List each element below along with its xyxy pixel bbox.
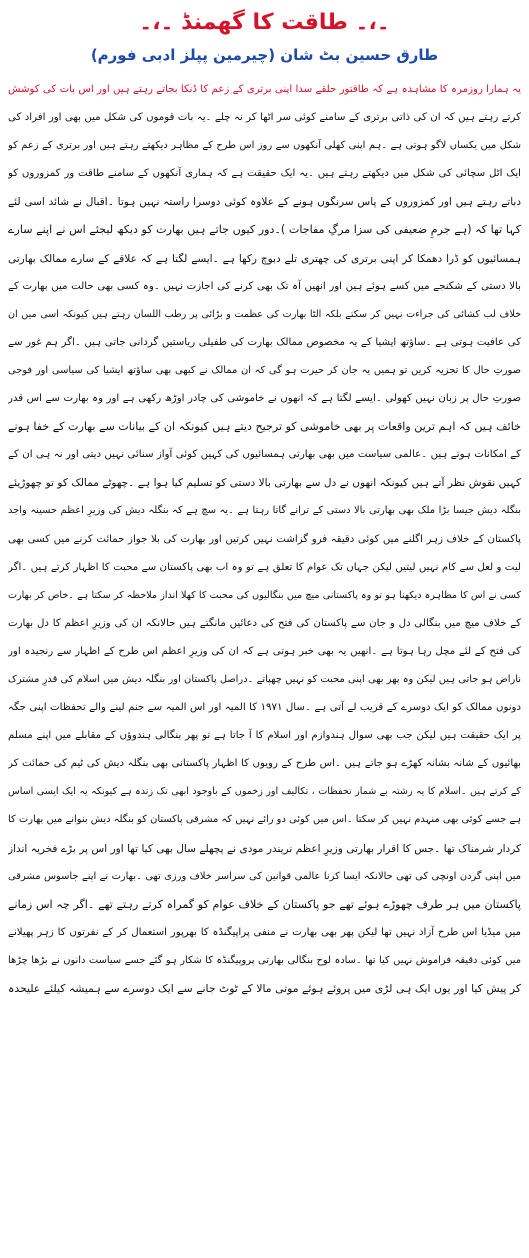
body-line: دباتے رہتے ہیں اور کمزوروں کے پاس سرنگوں ہونے کے علاوہ کوئی دوسرا راستہ نہیں ہوتا ۔اقبال نے شائد اسی لئے [8,196,521,209]
body-line: خائف ہیں کہ اہم ترین واقعات پر بھی خاموشی کو ترجیح دیتے ہیں کیونکہ ان کے بیانات سے بھارت کے خفا ہونے [8,420,521,434]
author-byline: طارق حسین بٹ شان (چیرمین پپلز ادبی فورم) [90,46,439,64]
body-line: کے خلاف میچ میں بنگالی دل و جان سے پاکستان کی فتح کی دعائیں مانگتے ہیں حالانکہ ان کی وزیرِ اعظم کا دل بھارت [8,617,521,629]
body-line: کی عافیت ہوتی ہے ۔ساؤتھ ایشیا کے یہ مخصوص ممالک بھارت کی طفیلی ریاستیں گردانی جاتی ہیں ۔اگر ہم غور سے [8,336,521,348]
body-line: شکل میں یکساں لاگو ہوتی ہے ۔ہم اپنی کھلی آنکھوں سے روز اس طرح کے مظاہر دیکھتے رہتے ہیں اور برتری کے زعم کو [8,140,521,152]
body-line: ایک اٹل سچائی کی شکل میں دیکھتے رہتے ہیں ۔یہ ایک حقیقت ہے کہ ہماری آنکھوں کے سامنے طاقت ور کمزوروں کو [8,168,521,180]
body-line: ہمسائیوں کو ڈرا دھمکا کر اپنی برتری کی چھتری تلے دبوچ رکھا ہے ۔ایسے لگتا ہے کہ علاقے کے سارے ممالک بھارتی [8,252,521,265]
body-line: خلاف لب کشائی کی جراءت نہیں کر سکتے بلکہ الٹا بھارت کی عظمت و بڑائی پر رطب اللسان رہتے ہیں کیونکہ اسی میں ان [8,308,521,320]
body-line: کی فتح کے لئے مچل رہا ہوتا ہے ۔انھیں یہ بھی خبر ہوتی ہے کہ ان کی وزیرِ اعظم اس طرح کے اظہار سے رنجیدہ اور [8,645,521,657]
body-line: پر ایک حقیقت ہیں لیکن جب بھی سوال ہندوازم اور اسلام کا آ جاتا ہے تو پھر بنگالی ہندوؤں کے مقابلے میں اپنے مسلم [8,730,521,742]
body-line: کسی نے اس کا مظاہرہ دیکھنا ہو تو وہ پاکستانی میچ میں بنگالیوں کی محبت کا کھلا انداز ملاحظہ کر سکتا ہے ۔خاص کر بھارت [8,589,521,601]
opening-line: یہ ہمارا روزمرہ کا مشاہدہ ہے کہ طاقتور حلقے سدا اپنی برتری کے زعم کا ڈنکا بجاتے رہتے ہیں اور اس بات کی کوشش [8,84,521,95]
body-line: کہیں نقوش نظر آتے ہیں کیونکہ انھوں نے دل سے بھارتی بالا دستی کو تسلیم کیا ہوا ہے ۔چھوٹے ممالک کو تو چھوڑیئے [8,477,521,490]
body-line: کر پیش کیا اور یوں ایک ہی لڑی میں پروئے ہوئے موتی مالا کے ٹوٹ جانے سے ایک دوسرے سے ہمیشہ کیلئے علیحدہ [8,982,521,995]
body-line: پاکستان کے خلاف زہر اگلنے میں کوئی دقیقہ فرو گزاشت نہیں کرتیں اور بھارت کی بلا جواز حمائت کرنے میں کسی بھی [8,533,521,545]
body-line: لیت و لعل سے کام نہیں لیتیں لیکن جہاں تک عوام کا تعلق ہے تو وہ اب بھی پاکستان سے محبت کا اظہار کرتے ہیں ۔اگر [8,561,521,573]
body-line: صورتِ حال کا تجزیہ کریں تو ہمیں یہ جان کر حیرت ہو گی کہ ان ممالک نے کبھی بھی ساؤتھ ایشیا کی سیاسی اور فوجی [8,364,521,376]
body-line: کرتے رہتے ہیں کہ ان کی ذاتی برتری کے سامنے کوئی سر اٹھا کر نہ چلے ۔یہ بات قوموں کی شکل میں بھی اور افراد کی [8,112,521,124]
article-body [8,76,521,1003]
body-line: بھائیوں کے شانہ بشانہ کھڑے ہو جاتے ہیں ۔اس طرح کے رویوں کا اظہار پاکستانی بھی بنگلہ دیش کی ٹیم کی حمائت کر [8,758,521,770]
body-line: ناراض ہو جاتی ہیں لیکن وہ پھر بھی اپنی محبت کو نہیں چھپاتے ۔دراصل پاکستان اور بنگلہ دیش میں اسلام کی قدرِ مشترک [8,673,521,685]
body-line: بنگلہ دیش جیسا بڑا ملک بھی بھارتی بالا دستی کے ترانے گاتا رہتا ہے ۔یہ سچ ہے کہ بنگلہ دیش کی وزیرِ اعظم حسینہ واجد [8,505,521,517]
body-line: میں کوئی دقیقہ فراموش نہیں کیا تھا ۔سادہ لوح بنگالی بھارتی پروپیگنڈہ کا شکار ہو گئے جسے سیاست دانوں نے بڑھا چڑھا [8,954,521,966]
body-line: کے امکانات ہوتے ہیں ۔عالمی سیاست میں بھی بھارتی ہمسائیوں کی کہیں کوئی آواز سنائی نہیں دیتی اور نہ ہی ان کے [8,449,521,461]
body-line: کے کرتے ہیں ۔اسلام کا یہ رشتہ بے شمار تحفظات ، تکالیف اور زخموں کے باوجود ابھی تک زندہ ہے کیونکہ یہ ایک ایسی اساس [8,786,521,798]
body-line: صورتِ حال پر زبان نہیں کھولی ۔ایسے لگتا ہے کہ انھوں نے خاموشی کی چادر اوڑھ رکھی ہے اور وہ بھارت سے اس قدر [8,393,521,405]
body-line: میں اپنی گردن اونچی کی تھی حالانکہ ایسا کرنا عالمی قوانین کی سراسر خلاف ورزی تھی ۔بھارت نے اپنے جاسوس مشرقی [8,870,521,882]
body-line: کردار شرمناک تھا ۔جس کا اقرار بھارتی وزیرِ اعظم نریندر مودی نے پچھلے سال بھی کیا تھا اور اس پر بڑے فخریہ انداز [8,842,521,855]
body-line: ہے جسے کوئی بھی منہدم نہیں کر سکتا ۔اس میں کوئی دو رائے نہیں کہ مشرقی پاکستان کو بنگلہ دیش بنوانے میں بھارت کا [8,814,521,826]
body-line: پاکستان میں ہر طرف چھوڑے ہوئے تھے جو پاکستان کے خلاف عوام کو گمراہ کرتے رہتے تھے ۔اگر چہ اس زمانے [8,897,521,911]
body-line: دونوں ممالک کو ایک دوسرے کے قریب لے آتی ہے ۔سال ۱۹۷۱ کا المیہ اور اس المیہ سے جنم لینے والے تحفظات اپنی جگہ [8,702,521,714]
body-line: کہا تھا کہ (ہے جرمِ ضعیفی کی سزا مرگِ مفاجات )۔دور کیوں جاتے ہیں بھارت کو دیکھ لیجئے اس نے اپنے سارے [8,223,521,237]
article-title: ۔،۔ طاقت کا گھمنڈ ۔،۔ [139,10,390,35]
body-line: بالا دستی کے شکنجے میں کسے ہوئے ہیں اور انھیں آہ تک بھی کرنے کی اجازت نہیں ۔وہ کسی بھی حالت میں بھارت کے [8,280,521,292]
body-line: میں میڈیا اس طرح آزاد نہیں تھا لیکن پھر بھی بھارت نے منفی پراپیگنڈہ کا بھرپور استعمال کر کے نفرتوں کا زہر پھیلانے [8,926,521,938]
